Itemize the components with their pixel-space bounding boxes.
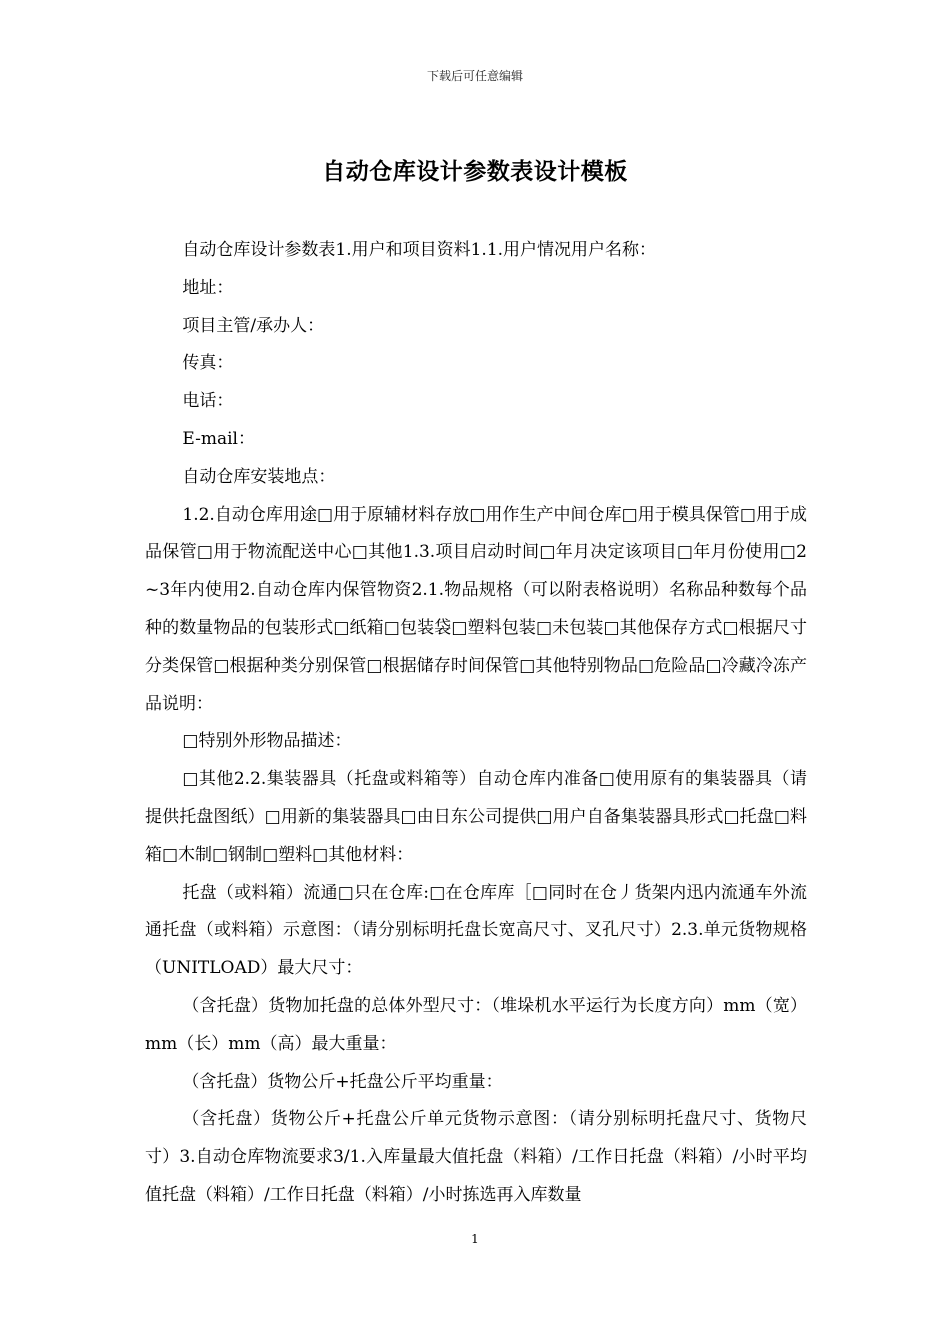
paragraph-pallet-flow: 托盘（或料箱）流通□只在仓库:□在仓库库［□同时在仓丿货架内迅内流通车外流通托盘（或料箱）示意图：（请分别标明托盘长宽高尺寸、叉孔尺寸）2.3.单元货物规格（UNITLOAD）最大尺寸：	[145, 882, 807, 979]
paragraph-address: 地址：	[182, 277, 234, 298]
paragraph-fax: 传真：	[182, 353, 234, 374]
paragraph-warehouse-usage: 1.2.自动仓库用途□用于原辅材料存放□用作生产中间仓库□用于模具保管□用于成品保管□用于物流配送中心□其他1.3.项目启动时间□年月决定该项目□年月份使用□2~3年内使用2.自动仓库内保管物资2.1.物品规格（可以附表格说明）名称品种数每个品种的数量物品的包装形式□纸箱□包装袋□塑料包装□未包装□其他保存方式□根据尺寸分类保管□根据种类分别保管□根据储存时间保管□其他特别物品□危险品□冷藏冷冻产品说明：	[145, 504, 807, 714]
paragraph-containers: □其他2.2.集装器具（托盘或料箱等）自动仓库内准备□使用原有的集装器具（请提供托盘图纸）□用新的集装器具□由日东公司提供□用户自备集装器具形式□托盘□料箱□木制□钢制□塑料□其他材料：	[145, 769, 807, 865]
paragraph-project-manager: 项目主管/承办人：	[182, 315, 325, 336]
paragraph-email: E-mail：	[182, 428, 255, 449]
paragraph-dimensions: （含托盘）货物加托盘的总体外型尺寸：（堆垛机水平运行为长度方向）mm（宽）mm（长）mm（高）最大重量：	[145, 995, 807, 1054]
page-number: 1	[471, 1232, 479, 1246]
paragraph-avg-weight: （含托盘）货物公斤+托盘公斤平均重量：	[182, 1071, 503, 1092]
paragraph-install-location: 自动仓库安装地点：	[182, 466, 336, 487]
document-title: 自动仓库设计参数表设计模板	[322, 159, 628, 185]
document-body	[145, 232, 807, 1215]
paragraph-user-info: 自动仓库设计参数表1.用户和项目资料1.1.用户情况用户名称：	[182, 240, 657, 260]
header-note: 下载后可任意编辑	[426, 69, 523, 83]
paragraph-phone: 电话：	[182, 391, 234, 412]
paragraph-special-shape: □特别外形物品描述：	[182, 731, 352, 752]
paragraph-logistics: （含托盘）货物公斤+托盘公斤单元货物示意图：（请分别标明托盘尺寸、货物尺寸）3.自动仓库物流要求3/1.入库量最大值托盘（料箱）/工作日托盘（料箱）/小时平均值托盘（料箱）/工作日托盘（料箱）/小时拣选再入库数量	[145, 1109, 807, 1205]
